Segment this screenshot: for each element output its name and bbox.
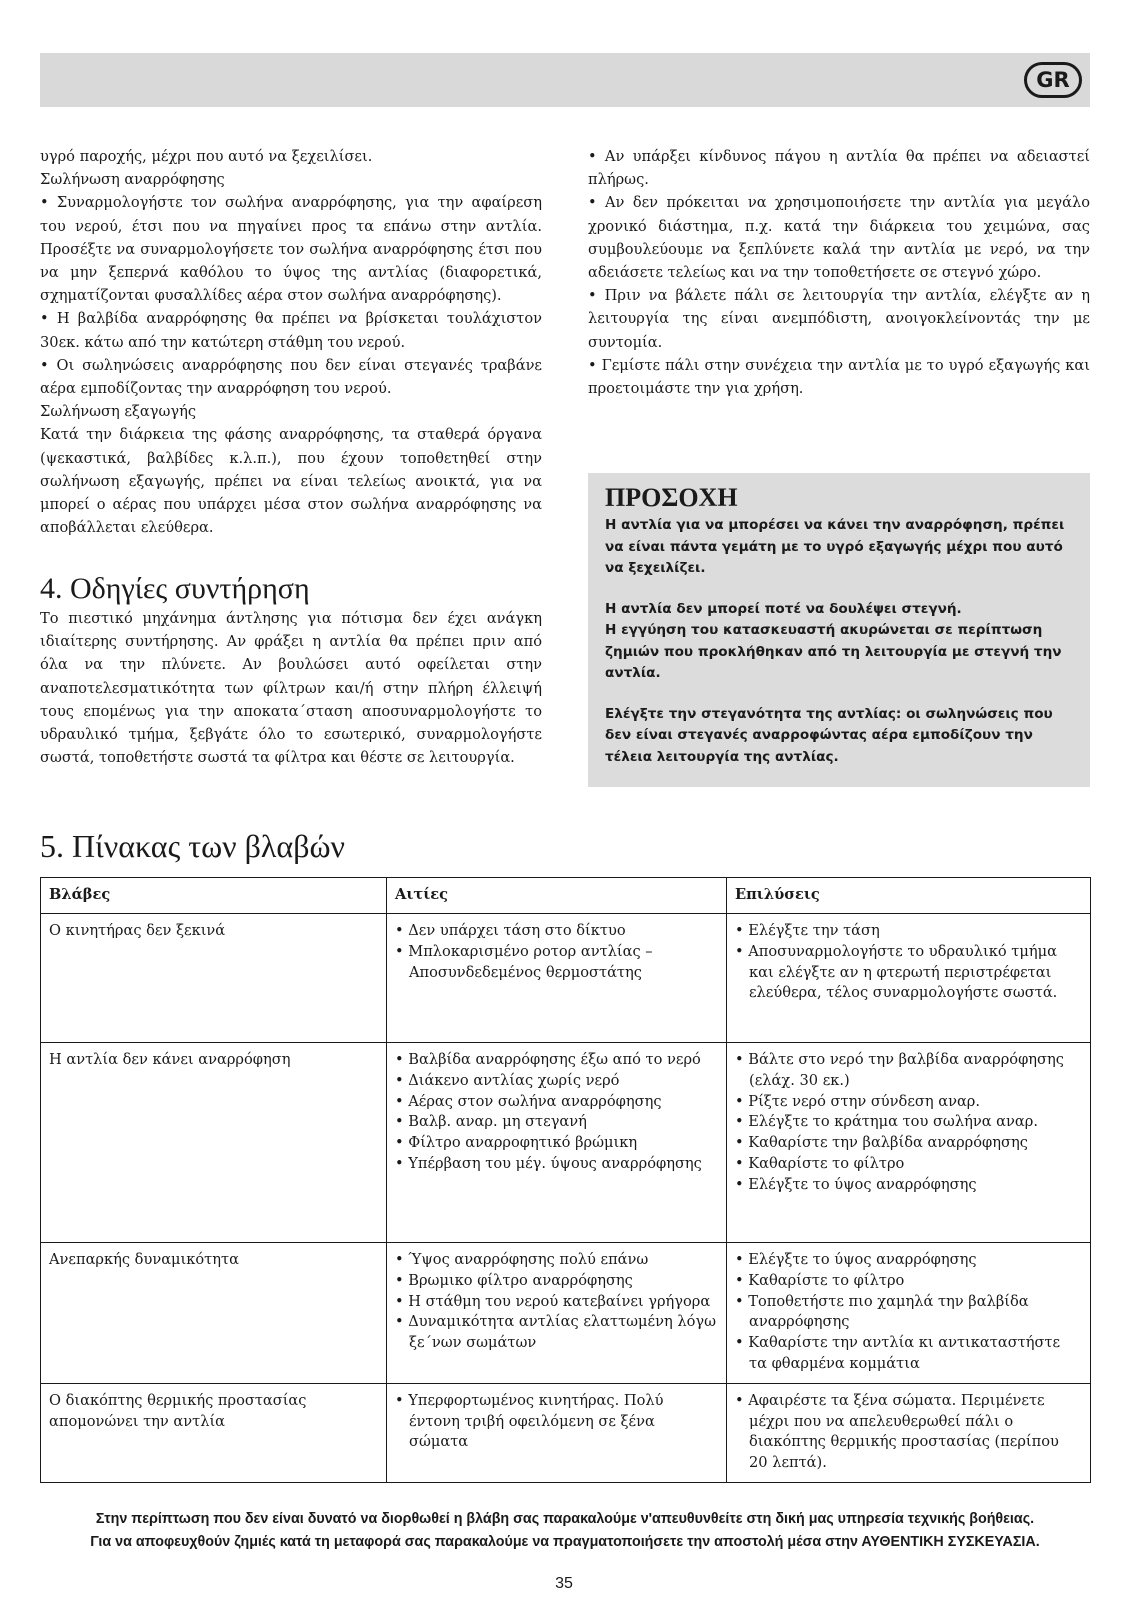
warning-box	[588, 473, 1090, 787]
solution-item: • Καθαρίστε την βαλβίδα αναρρόφησης	[735, 1133, 1082, 1154]
section-4-title: 4. Οδηγίες συντήρηση	[40, 572, 310, 605]
causes-cell	[387, 1043, 727, 1243]
warning-text: Ελέγξτε την στεγανότητα της αντλίας: οι σωληνώσεις που δεν είναι στεγανές αναρροφώντας αέρα εμποδίζουν την τέλεια λειτουργία της αντλίας.	[605, 705, 1053, 765]
cause-item: • Βαλβ. αναρ. μη στεγανή	[395, 1112, 718, 1133]
solutions-cell	[727, 1243, 1091, 1384]
cause-item: • Η στάθμη του νερού κατεβαίνει γρήγορα	[395, 1292, 718, 1313]
cause-item: • Υπερφορτωμένος κινητήρας. Πολύ έντονη τριβή οφειλόμενη σε ξένα σώματα	[395, 1391, 718, 1453]
table-row	[41, 1243, 1091, 1384]
cause-item: • Διάκενο αντλίας χωρίς νερό	[395, 1071, 718, 1092]
fault-cell: Η αντλία δεν κάνει αναρρόφηση	[41, 1043, 387, 1243]
fault-table	[40, 877, 1091, 1483]
cause-item: • Βαλβίδα αναρρόφησης έξω από το νερό	[395, 1050, 718, 1071]
table-row	[41, 914, 1091, 1043]
warning-text: Η αντλία δεν μπορεί ποτέ να δουλέψει στεγνή.	[605, 600, 962, 617]
section-5-title: 5. Πίνακας των βλαβών	[40, 828, 345, 864]
cause-item: • Ύψος αναρρόφησης πολύ επάνω	[395, 1250, 718, 1271]
table-row	[41, 1383, 1091, 1482]
cause-item: • Μπλοκαρισμένο ροτορ αντλίας – Αποσυνδεδεμένος θερμοστάτης	[395, 942, 718, 984]
warning-text: Η αντλία για να μπορέσει να κάνει την αναρρόφηση, πρέπει να είναι πάντα γεμάτη με το υγρό εξαγωγής μέχρι που αυτό να ξεχειλίζει.	[605, 517, 1065, 576]
fault-cell: Ο διακόπτης θερμικής προστασίας απομονώνει την αντλία	[41, 1383, 387, 1482]
paragraph: Κατά την διάρκεια της φάσης αναρρόφησης, τα σταθερά όργανα (ψεκαστικά, βαλβίδες κ.λ.π.), που έχουν τοποθετηθεί στην σωλήνωση εξαγωγής, πρέπει να είναι τελείως ανοικτά, για να μπορεί ο αέρας που υπάρχει μέσα στον σωλήνα αναρρόφησης να αποβάλλεται ελεύθερα.	[40, 426, 542, 537]
solution-item: • Καθαρίστε το φίλτρο	[735, 1271, 1082, 1292]
column-header-faults: Βλάβες	[41, 878, 387, 914]
cause-item: • Δεν υπάρχει τάση στο δίκτυο	[395, 921, 718, 942]
cause-item: • Βρωμικο φίλτρο αναρρόφησης	[395, 1271, 718, 1292]
causes-cell	[387, 1243, 727, 1384]
solution-item: • Βάλτε στο νερό την βαλβίδα αναρρόφησης (ελάχ. 30 εκ.)	[735, 1050, 1082, 1092]
solution-item: • Ελέγξτε το ύψος αναρρόφησης	[735, 1250, 1082, 1271]
solution-item: • Ελέγξτε το ύψος αναρρόφησης	[735, 1175, 1082, 1196]
fault-cell: Ανεπαρκής δυναμικότητα	[41, 1243, 387, 1384]
footer-note	[40, 1508, 1090, 1553]
cause-item: • Δυναμικότητα αντλίας ελαττωμένη λόγω ξε΄νων σωμάτων	[395, 1312, 718, 1354]
paragraph: • Γεμίστε πάλι στην συνέχεια την αντλία με το υγρό εξαγωγής και προετοιμάστε την για χρήση.	[588, 356, 1090, 398]
column-header-solutions: Επιλύσεις	[727, 878, 1091, 914]
language-badge: GR	[1024, 62, 1082, 98]
column-header-causes: Αιτίες	[387, 878, 727, 914]
header-bar	[40, 53, 1090, 107]
solution-item: • Ρίξτε νερό στην σύνδεση αναρ.	[735, 1092, 1082, 1113]
paragraph: υγρό παροχής, μέχρι που αυτό να ξεχειλίσει.	[40, 148, 373, 165]
paragraph: • Πριν να βάλετε πάλι σε λειτουργία την αντλία, ελέγξτε αν η λειτουργία της είναι ανεμπόδιστη, ανοιγοκλείνοντάς την με συντομία.	[588, 287, 1090, 351]
solutions-cell	[727, 1043, 1091, 1243]
causes-cell	[387, 1383, 727, 1482]
section-4-body	[40, 607, 542, 769]
solution-item: • Ελέγξτε την τάση	[735, 921, 1082, 942]
solution-item: • Αποσυναρμολογήστε το υδραυλικό τμήμα και ελέγξτε αν η φτερωτή περιστρέφεται ελεύθερα, τέλος συναρμολογήστε σωστά.	[735, 942, 1082, 1004]
right-column	[588, 145, 1090, 400]
solution-item: • Καθαρίστε την αντλία κι αντικαταστήστε τα φθαρμένα κομμάτια	[735, 1333, 1082, 1375]
paragraph: Το πιεστικό μηχάνημα άντλησης για πότισμα δεν έχει ανάγκη ιδιαίτερης συντήρησης. Αν φράξει η αντλία θα πρέπει πριν από όλα να την πλύνετε. Αν βουλώσει αυτό οφείλεται στην αναποτελεσματικότητα των φίλτρων και/ή στην πλήρη έλλειψή τους επομένως για την αποκατα΄σταση αποσυναρμολογήστε το υδραυλικό τμήμα, ξεβγάτε όλο το εσωτερικό, συναρμολογήστε σωστά, τοποθετήστε σωστά τα φίλτρα και θέστε σε λειτουργία.	[40, 610, 542, 767]
solution-item: • Καθαρίστε το φίλτρο	[735, 1154, 1082, 1175]
solution-item: • Ελέγξτε το κράτημα του σωλήνα αναρ.	[735, 1112, 1082, 1133]
paragraph: • Συναρμολογήστε τον σωλήνα αναρρόφησης, για την αφαίρεση του νερού, έτσι που να πηγαίνει προς τα επάνω στην αντλία. Προσέξτε να συναρμολογήσετε τον σωλήνα αναρρόφησης έτσι που να μην ξεπερνά καθόλου το ύψος της αντλίας (διαφορετικά, σχηματίζονται φυσαλλίδες αέρα στον σωλήνα αναρρόφησης).	[40, 194, 542, 305]
left-column	[40, 145, 542, 539]
solutions-cell	[727, 1383, 1091, 1482]
page-number: 35	[555, 1575, 573, 1592]
paragraph: • Αν υπάρξει κίνδυνος πάγου η αντλία θα πρέπει να αδειαστεί πλήρως.	[588, 148, 1090, 189]
footer-line: Για να αποφευχθούν ζημιές κατά τη μεταφορά σας παρακαλούμε να πραγματοποιήσετε την αποστολή μέσα στην ΑΥΘΕΝΤΙΚΗ ΣΥΣΚΕΥΑΣΙΑ.	[90, 1533, 1040, 1550]
table-row	[41, 1043, 1091, 1243]
warning-text: Η εγγύηση του κατασκευαστή ακυρώνεται σε περίπτωση ζημιών που προκλήθηκαν από τη λειτουργία με στεγνή την αντλία.	[605, 622, 1062, 681]
fault-cell: Ο κινητήρας δεν ξεκινά	[41, 914, 387, 1043]
subheading: Σωλήνωση αναρρόφησης	[40, 171, 225, 189]
subheading: Σωλήνωση εξαγωγής	[40, 403, 197, 421]
paragraph: • Αν δεν πρόκειται να χρησιμοποιήσετε την αντλία για μεγάλο χρονικό διάστημα, π.χ. κατά την διάρκεια του χειμώνα, σας συμβουλεύουμε να ξεπλύνετε καλά την αντλία με νερό, να την αδειάσετε τελείως και να την τοποθετήσετε σε στεγνό χώρο.	[588, 194, 1090, 282]
causes-cell	[387, 914, 727, 1043]
cause-item: • Αέρας στον σωλήνα αναρρόφησης	[395, 1092, 718, 1113]
paragraph: • Οι σωληνώσεις αναρρόφησης που δεν είναι στεγανές τραβάνε αέρα εμποδίζοντας την αναρρόφηση του νερού.	[40, 356, 542, 398]
solution-item: • Αφαιρέστε τα ξένα σώματα. Περιμένετε μέχρι που να απελευθερωθεί πάλι ο διακόπτης θερμικής προστασίας (περίπου 20 λεπτά).	[735, 1391, 1082, 1474]
cause-item: • Φίλτρο αναρροφητικό βρώμικη	[395, 1133, 718, 1154]
footer-line: Στην περίπτωση που δεν είναι δυνατό να διορθωθεί η βλάβη σας παρακαλούμε ν'απευθυνθείτε στη δική μας υπηρεσία τεχνικής βοήθειας.	[95, 1511, 1035, 1527]
paragraph: • Η βαλβίδα αναρρόφησης θα πρέπει να βρίσκεται τουλάχιστον 30εκ. κάτω από την κατώτερη στάθμη του νερού.	[40, 310, 542, 351]
solution-item: • Τοποθετήστε πιο χαμηλά την βαλβίδα αναρρόφησης	[735, 1292, 1082, 1334]
solutions-cell	[727, 914, 1091, 1043]
cause-item: • Υπέρβαση του μέγ. ύψους αναρρόφησης	[395, 1154, 718, 1175]
warning-title: ΠΡΟΣΟΧΗ	[605, 483, 738, 512]
table-header-row	[41, 878, 1091, 914]
